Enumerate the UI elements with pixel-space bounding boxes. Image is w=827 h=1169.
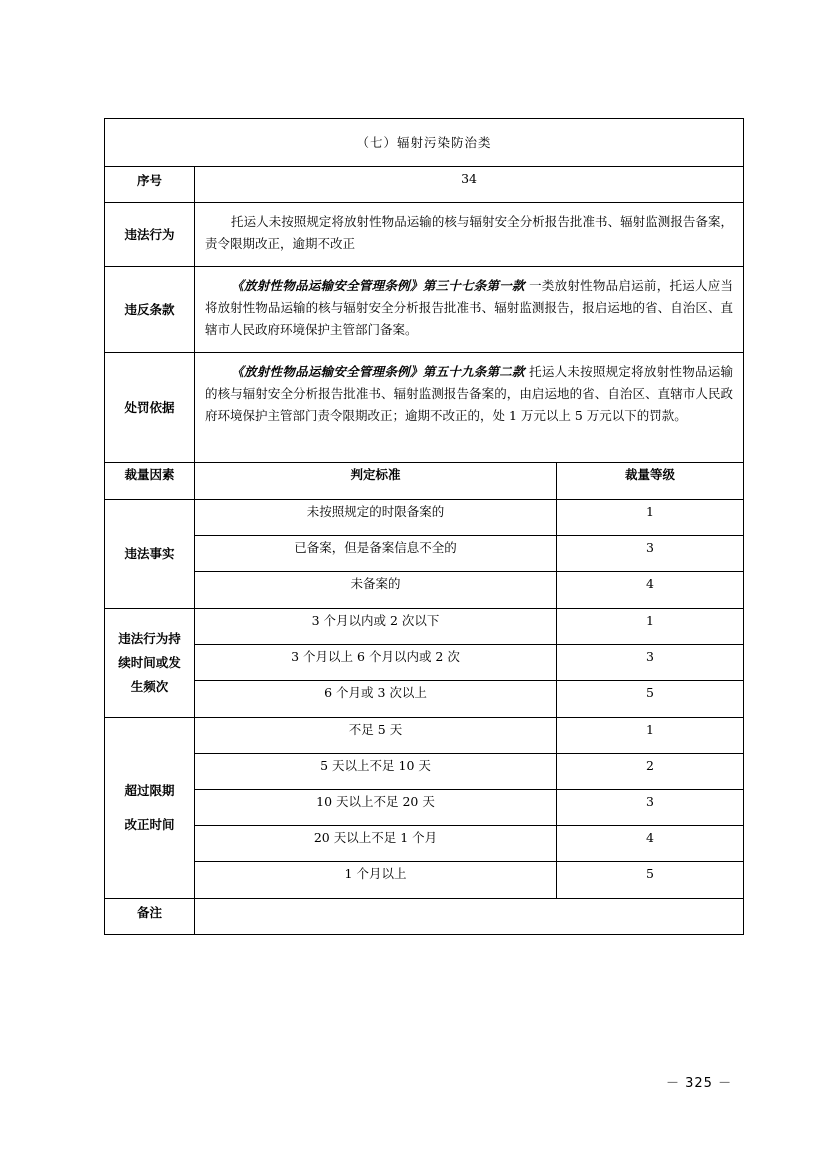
criterion-cell: 10 天以上不足 20 天 xyxy=(195,790,557,826)
level-cell: 2 xyxy=(557,754,744,790)
level-cell: 5 xyxy=(557,681,744,718)
factor-group-overdue xyxy=(105,718,195,899)
level-cell: 4 xyxy=(557,572,744,609)
level-cell: 1 xyxy=(557,500,744,536)
criterion-cell: 6 个月或 3 次以上 xyxy=(195,681,557,718)
factors-header: 裁量因素 xyxy=(105,463,195,500)
serial-value: 34 xyxy=(195,167,744,203)
violated-clause-label: 违反条款 xyxy=(105,267,195,353)
penalty-basis-text: 托运人未按照规定将放射性物品运输的核与辐射安全分析报告批准书、辐射监测报告备案的，由启运地的省、自治区、直辖市人民政府环境保护主管部门责令限期改正；逾期不改正的，处 1 万元以上 5 万元以下的罚款。 xyxy=(205,364,734,423)
remarks-value xyxy=(195,899,744,935)
factor-group-duration-line: 违法行为持 xyxy=(118,631,181,646)
level-cell: 4 xyxy=(557,826,744,862)
remarks-label: 备注 xyxy=(105,899,195,935)
factor-group-duration xyxy=(105,609,195,718)
factor-group-facts: 违法事实 xyxy=(105,500,195,609)
criterion-cell: 3 个月以内或 2 次以下 xyxy=(195,609,557,645)
penalty-basis-cell xyxy=(195,353,744,463)
section-title: （七）辐射污染防治类 xyxy=(105,119,744,167)
criterion-cell: 未备案的 xyxy=(195,572,557,609)
level-cell: 1 xyxy=(557,718,744,754)
penalty-discretion-table xyxy=(104,118,744,935)
level-cell: 3 xyxy=(557,536,744,572)
violation-text: 托运人未按照规定将放射性物品运输的核与辐射安全分析报告批准书、辐射监测报告备案，责令限期改正，逾期不改正 xyxy=(205,214,734,251)
violated-clause-text: 一类放射性物品启运前，托运人应当将放射性物品运输的核与辐射安全分析报告批准书、辐射监测报告，报启运地的省、自治区、直辖市人民政府环境保护主管部门备案。 xyxy=(205,278,734,337)
level-header: 裁量等级 xyxy=(557,463,744,500)
criterion-cell: 未按照规定的时限备案的 xyxy=(195,500,557,536)
level-cell: 3 xyxy=(557,645,744,681)
violation-text-cell xyxy=(195,203,744,267)
criterion-cell: 已备案，但是备案信息不全的 xyxy=(195,536,557,572)
serial-label: 序号 xyxy=(105,167,195,203)
level-cell: 1 xyxy=(557,609,744,645)
violation-label: 违法行为 xyxy=(105,203,195,267)
penalty-basis-law: 《放射性物品运输安全管理条例》第五十九条第二款 xyxy=(231,364,525,379)
factor-group-duration-line: 生频次 xyxy=(130,679,169,694)
page-number: － 325 － xyxy=(666,1076,733,1091)
factor-group-duration-line: 续时间或发 xyxy=(118,655,181,670)
violated-clause-cell xyxy=(195,267,744,353)
factor-group-overdue-line: 改正时间 xyxy=(124,817,175,832)
penalty-basis-label: 处罚依据 xyxy=(105,353,195,463)
criterion-cell: 20 天以上不足 1 个月 xyxy=(195,826,557,862)
factor-group-overdue-line: 超过限期 xyxy=(124,783,175,798)
criterion-cell: 不足 5 天 xyxy=(195,718,557,754)
level-cell: 3 xyxy=(557,790,744,826)
level-cell: 5 xyxy=(557,862,744,899)
criterion-cell: 1 个月以上 xyxy=(195,862,557,899)
criterion-cell: 5 天以上不足 10 天 xyxy=(195,754,557,790)
criteria-header: 判定标准 xyxy=(195,463,557,500)
criterion-cell: 3 个月以上 6 个月以内或 2 次 xyxy=(195,645,557,681)
violated-clause-law: 《放射性物品运输安全管理条例》第三十七条第一款 xyxy=(231,278,525,293)
